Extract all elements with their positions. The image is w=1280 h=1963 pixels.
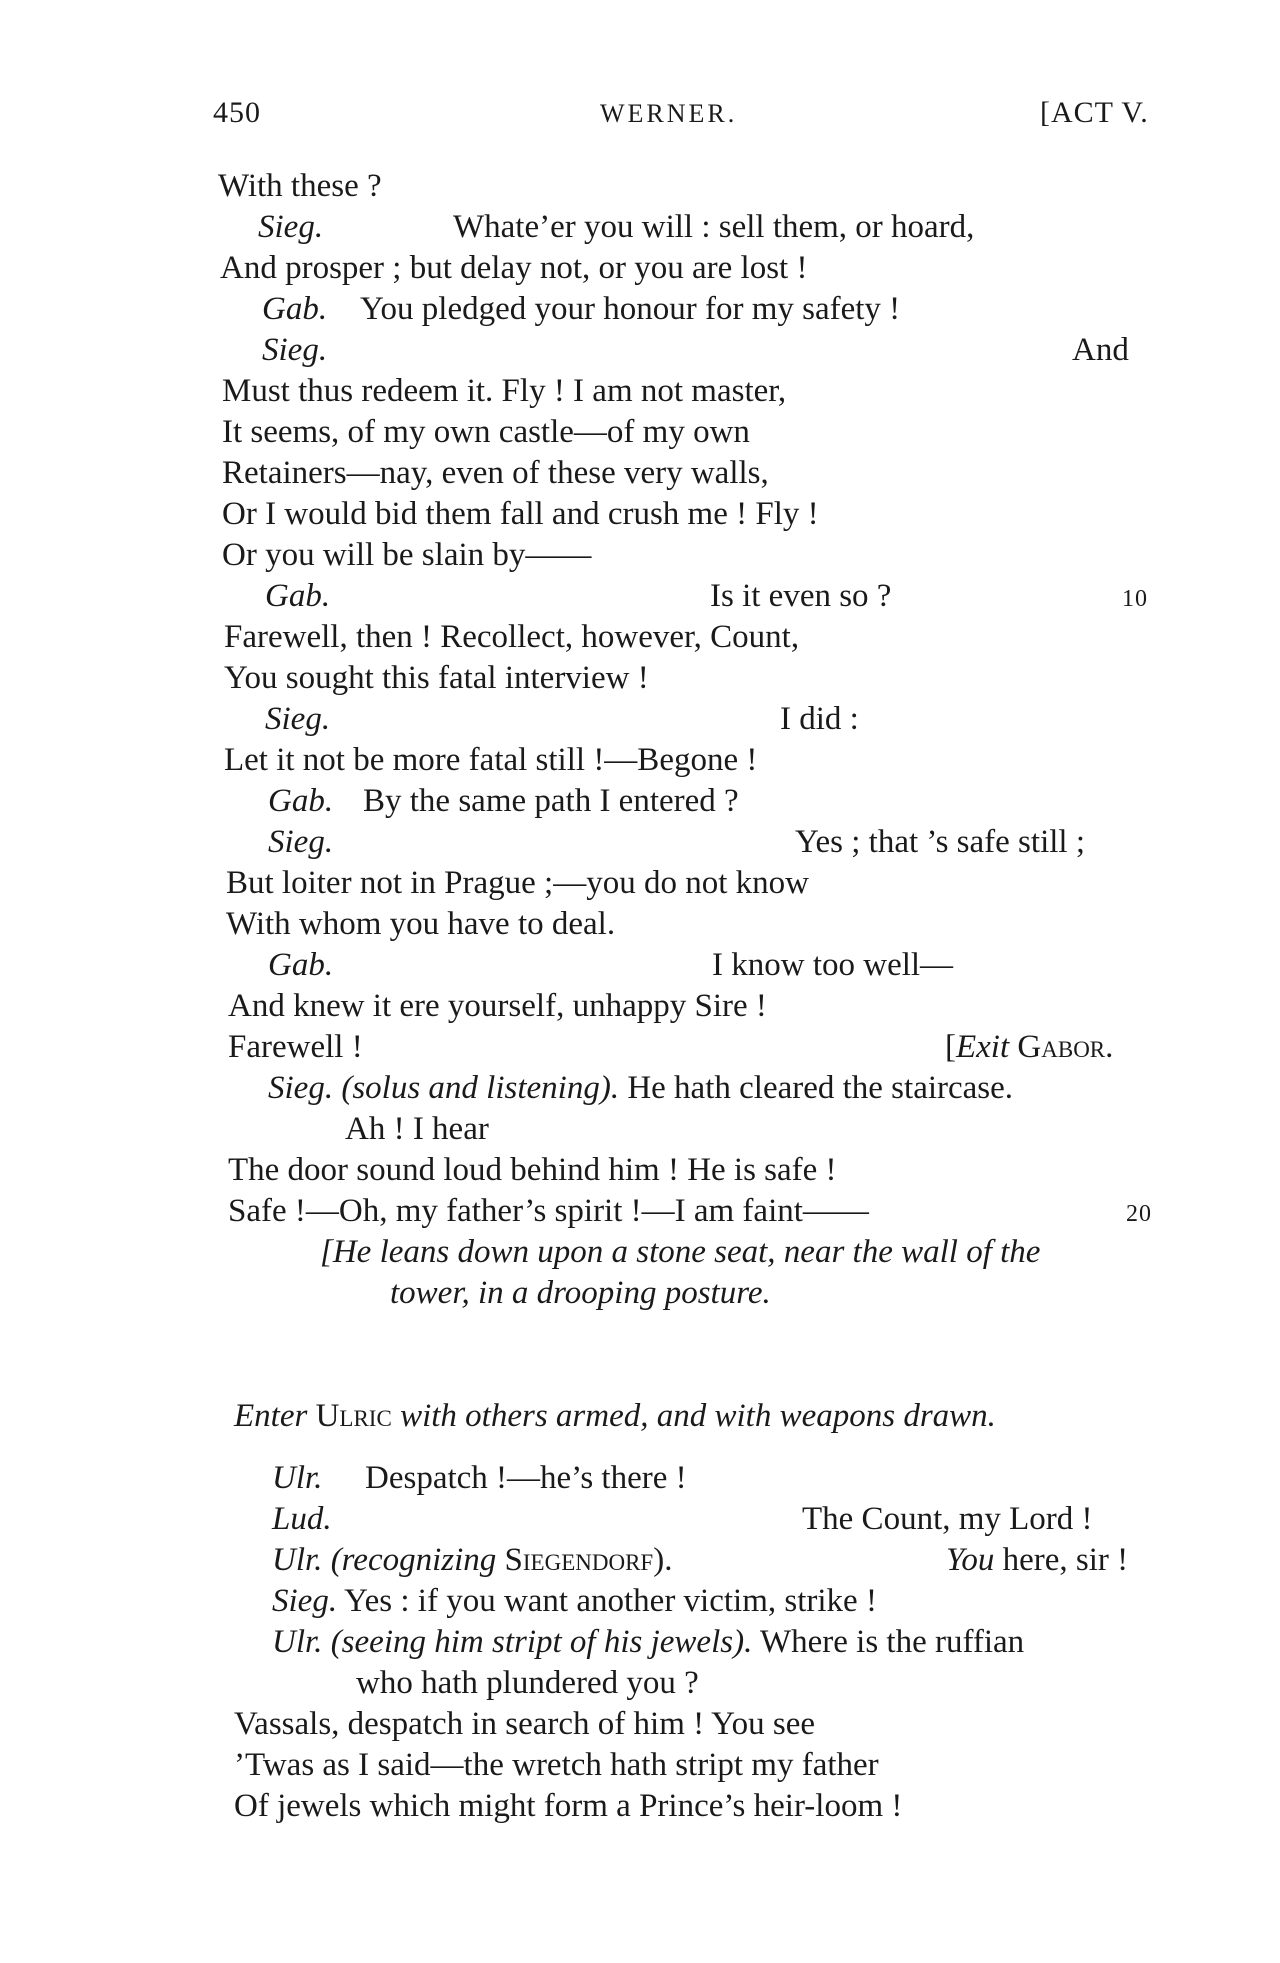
stage-direction: [He leans down upon a stone seat, near the wall of the [320, 1234, 1041, 1270]
line-text: Where is the ruffian [759, 1624, 1025, 1660]
verse-line: Let it not be more fatal still !—Begone ! [224, 742, 758, 778]
act-heading: [ACT V. [1040, 96, 1149, 129]
line-text: here, sir ! [1002, 1542, 1129, 1578]
stage-direction: with others armed, and with weapons drawn. [400, 1398, 996, 1434]
verse-line: Farewell, then ! Recollect, however, Count, [224, 619, 800, 655]
verse-line: It seems, of my own castle—of my own [222, 414, 750, 450]
speaker-label: Gab. [268, 947, 334, 983]
exit-word: Exit [956, 1029, 1010, 1065]
speaker-label: Ulr. [272, 1624, 323, 1660]
verse-line: You sought this fatal interview ! [224, 660, 649, 696]
stage-direction: (seeing him stript of his jewels). [330, 1624, 753, 1660]
speaker-label: Gab. [265, 578, 331, 614]
character-name: Ulric [315, 1398, 392, 1434]
verse-line [272, 1626, 1024, 1659]
verse-line: Retainers—nay, even of these very walls, [222, 455, 769, 491]
verse-line: Yes ; that ’s safe still ; [795, 824, 1085, 860]
page-number: 450 [213, 96, 261, 129]
exit-direction [945, 1031, 1113, 1064]
verse-line [272, 1585, 877, 1618]
verse-line: Ah ! I hear [345, 1111, 489, 1147]
stage-direction: tower, in a drooping posture. [390, 1275, 771, 1311]
punctuation: ). [653, 1542, 673, 1578]
speaker-label: Gab. [268, 783, 334, 819]
character-name: Siegendorf [504, 1542, 654, 1578]
verse-line: You pledged your honour for my safety ! [360, 291, 901, 327]
verse-line: who hath plundered you ? [356, 1665, 699, 1701]
speaker-label: Sieg. [258, 209, 324, 245]
stage-direction: (solus and listening). [341, 1070, 620, 1106]
verse-line: Farewell ! [228, 1029, 363, 1065]
verse-line: With these ? [218, 168, 382, 204]
line-text: Yes : if you want another victim, strike ! [344, 1583, 877, 1619]
emphasis: You [946, 1542, 995, 1578]
verse-line: Or I would bid them fall and crush me ! Fly ! [222, 496, 819, 532]
speaker-label: Sieg. [268, 824, 334, 860]
speaker-label: Ulr. [272, 1460, 323, 1496]
verse-line: Whate’er you will : sell them, or hoard, [453, 209, 975, 245]
verse-line: And knew it ere yourself, unhappy Sire ! [228, 988, 767, 1024]
entrance-direction [234, 1400, 996, 1433]
verse-line: Of jewels which might form a Prince’s heir-loom ! [234, 1788, 903, 1824]
verse-line: I know too well— [712, 947, 954, 983]
verse-line: Despatch !—he’s there ! [365, 1460, 687, 1496]
verse-line: The door sound loud behind him ! He is safe ! [228, 1152, 837, 1188]
verse-line: And prosper ; but delay not, or you are lost ! [220, 250, 808, 286]
line-number: 20 [1126, 1201, 1152, 1227]
verse-line [272, 1544, 672, 1577]
verse-line [268, 1072, 1013, 1105]
enter-word: Enter [234, 1398, 308, 1434]
verse-line: The Count, my Lord ! [802, 1501, 1093, 1537]
verse-line: I did : [780, 701, 859, 737]
running-title: WERNER. [600, 99, 738, 128]
speaker-label: Sieg. [265, 701, 331, 737]
verse-line: By the same path I entered ? [363, 783, 739, 819]
bracket: [ [945, 1029, 956, 1065]
verse-line: Is it even so ? [710, 578, 892, 614]
stage-direction: (recognizing [330, 1542, 497, 1578]
speaker-label: Ulr. [272, 1542, 323, 1578]
line-text: He hath cleared the staircase. [627, 1070, 1014, 1106]
verse-line: Or you will be slain by—— [222, 537, 592, 573]
verse-line: Vassals, despatch in search of him ! You see [234, 1706, 816, 1742]
verse-line: Must thus redeem it. Fly ! I am not master, [222, 373, 787, 409]
speaker-label: Lud. [272, 1501, 332, 1537]
line-number: 10 [1122, 586, 1148, 612]
verse-line: But loiter not in Prague ;—you do not know [226, 865, 809, 901]
character-name: Gabor. [1017, 1029, 1114, 1065]
speaker-label: Sieg. [262, 332, 328, 368]
verse-line [946, 1544, 1128, 1577]
verse-line: With whom you have to deal. [226, 906, 616, 942]
verse-line: Safe !—Oh, my father’s spirit !—I am faint—— [228, 1193, 869, 1229]
speaker-label: Sieg. [272, 1583, 338, 1619]
speaker-label: Gab. [262, 291, 328, 327]
verse-line: And [1072, 332, 1129, 368]
verse-line: ’Twas as I said—the wretch hath stript my father [234, 1747, 879, 1783]
speaker-label: Sieg. [268, 1070, 334, 1106]
